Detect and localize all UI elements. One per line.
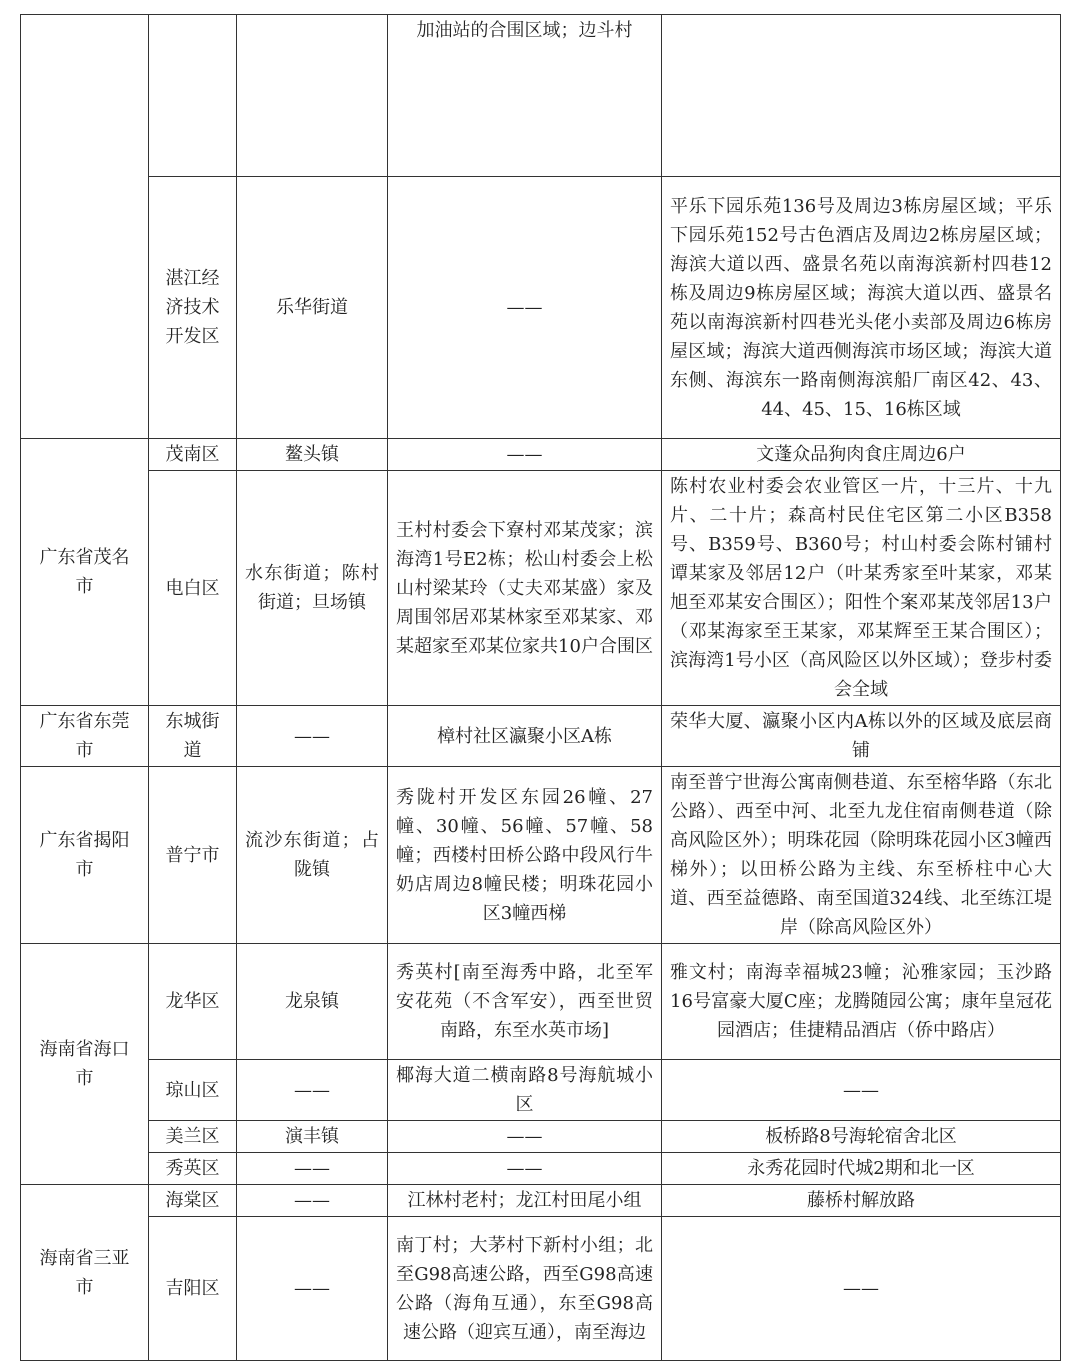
mid-risk-cell: —— [662,1060,1061,1121]
district-cell: 秀英区 [149,1153,237,1185]
mid-risk-cell: 平乐下园乐苑136号及周边3栋房屋区域；平乐下园乐苑152号古色酒店及周边2栋房屋区域；海滨大道以西、盛景名苑以南海滨新村四巷12栋及周边9栋房屋区域；海滨大道以西、盛景名苑以南海滨新村四巷光头佬小卖部及周边6栋房屋区域；海滨大道西侧海滨市场区域；海滨大道东侧、海滨东一路南侧海滨船厂南区42、43、44、45、15、16栋区域 [662,177,1061,439]
high-risk-cell: 加油站的合围区域；边斗村 [388,15,662,177]
town-cell: 鳌头镇 [237,439,388,471]
table-row [21,15,1061,177]
town-cell: 乐华街道 [237,177,388,439]
high-risk-cell: —— [388,177,662,439]
table-row [21,439,1061,471]
mid-risk-cell: 文蓬众品狗肉食庄周边6户 [662,439,1061,471]
table-row [21,471,1061,706]
high-risk-cell: 樟村社区瀛聚小区A栋 [388,706,662,767]
town-cell: 水东街道；陈村街道；旦场镇 [237,471,388,706]
province-cell: 广东省东莞市 [21,706,149,767]
high-risk-cell: 秀英村[南至海秀中路，北至军安花苑（不含军安），西至世贸南路，东至水英市场] [388,944,662,1060]
table-row [21,1121,1061,1153]
district-cell: 吉阳区 [149,1217,237,1361]
town-cell: —— [237,706,388,767]
town-cell: —— [237,1185,388,1217]
document-table [20,14,1061,1361]
province-cell [21,15,149,439]
district-cell: 茂南区 [149,439,237,471]
district-cell: 海棠区 [149,1185,237,1217]
table-row [21,944,1061,1060]
mid-risk-cell: 板桥路8号海轮宿舍北区 [662,1121,1061,1153]
mid-risk-cell: 永秀花园时代城2期和北一区 [662,1153,1061,1185]
town-cell: —— [237,1217,388,1361]
high-risk-cell: —— [388,1121,662,1153]
table-row [21,1217,1061,1361]
high-risk-cell: 秀陇村开发区东园26幢、27幢、30幢、56幢、57幢、58幢；西楼村田桥公路中段风行牛奶店周边8幢民楼；明珠花园小区3幢西梯 [388,767,662,944]
table-row [21,1060,1061,1121]
district-cell: 普宁市 [149,767,237,944]
district-cell: 电白区 [149,471,237,706]
mid-risk-cell: 荣华大厦、瀛聚小区内A栋以外的区域及底层商铺 [662,706,1061,767]
town-cell: —— [237,1060,388,1121]
district-cell: 美兰区 [149,1121,237,1153]
high-risk-cell: 南丁村；大茅村下新村小组；北至G98高速公路，西至G98高速公路（海角互通），东至G98高速公路（迎宾互通），南至海边 [388,1217,662,1361]
town-cell: 流沙东街道；占陇镇 [237,767,388,944]
table-row [21,1185,1061,1217]
district-cell: 东城街道 [149,706,237,767]
high-risk-cell: 王村村委会下寮村邓某茂家；滨海湾1号E2栋；松山村委会上松山村梁某玲（丈夫邓某盛）家及周围邻居邓某林家至邓某家、邓某超家至邓某位家共10户合围区 [388,471,662,706]
district-cell: 湛江经济技术开发区 [149,177,237,439]
mid-risk-cell [662,15,1061,177]
high-risk-cell: 江林村老村；龙江村田尾小组 [388,1185,662,1217]
province-cell: 海南省三亚市 [21,1185,149,1361]
high-risk-cell: —— [388,439,662,471]
province-cell: 海南省海口市 [21,944,149,1185]
district-cell: 琼山区 [149,1060,237,1121]
table-row [21,177,1061,439]
high-risk-cell: —— [388,1153,662,1185]
town-cell: 演丰镇 [237,1121,388,1153]
province-cell: 广东省揭阳市 [21,767,149,944]
table-row [21,706,1061,767]
town-cell [237,15,388,177]
mid-risk-cell: 陈村农业村委会农业管区一片，十三片、十九片、二十片；森高村民住宅区第二小区B358号、B359号、B360号；村山村委会陈村铺村谭某家及邻居12户（叶某秀家至叶某家，邓某旭至邓某安合围区）；阳性个案邓某茂邻居13户（邓某海家至王某家，邓某辉至王某合围区）；滨海湾1号小区（高风险区以外区域）；登步村委会全域 [662,471,1061,706]
mid-risk-cell: 南至普宁世海公寓南侧巷道、东至榕华路（东北公路）、西至中河、北至九龙住宿南侧巷道（除高风险区外）；明珠花园（除明珠花园小区3幢西梯外）；以田桥公路为主线、东至桥柱中心大道、西至益德路、南至国道324线、北至练江堤岸（除高风险区外） [662,767,1061,944]
table-row [21,1153,1061,1185]
mid-risk-cell: 雅文村；南海幸福城23幢；沁雅家园；玉沙路16号富豪大厦C座；龙腾随园公寓；康年皇冠花园酒店；佳捷精品酒店（侨中路店） [662,944,1061,1060]
town-cell: —— [237,1153,388,1185]
town-cell: 龙泉镇 [237,944,388,1060]
province-cell: 广东省茂名市 [21,439,149,706]
district-cell: 龙华区 [149,944,237,1060]
district-cell [149,15,237,177]
table-row [21,767,1061,944]
mid-risk-cell: 藤桥村解放路 [662,1185,1061,1217]
high-risk-cell: 椰海大道二横南路8号海航城小区 [388,1060,662,1121]
mid-risk-cell: —— [662,1217,1061,1361]
